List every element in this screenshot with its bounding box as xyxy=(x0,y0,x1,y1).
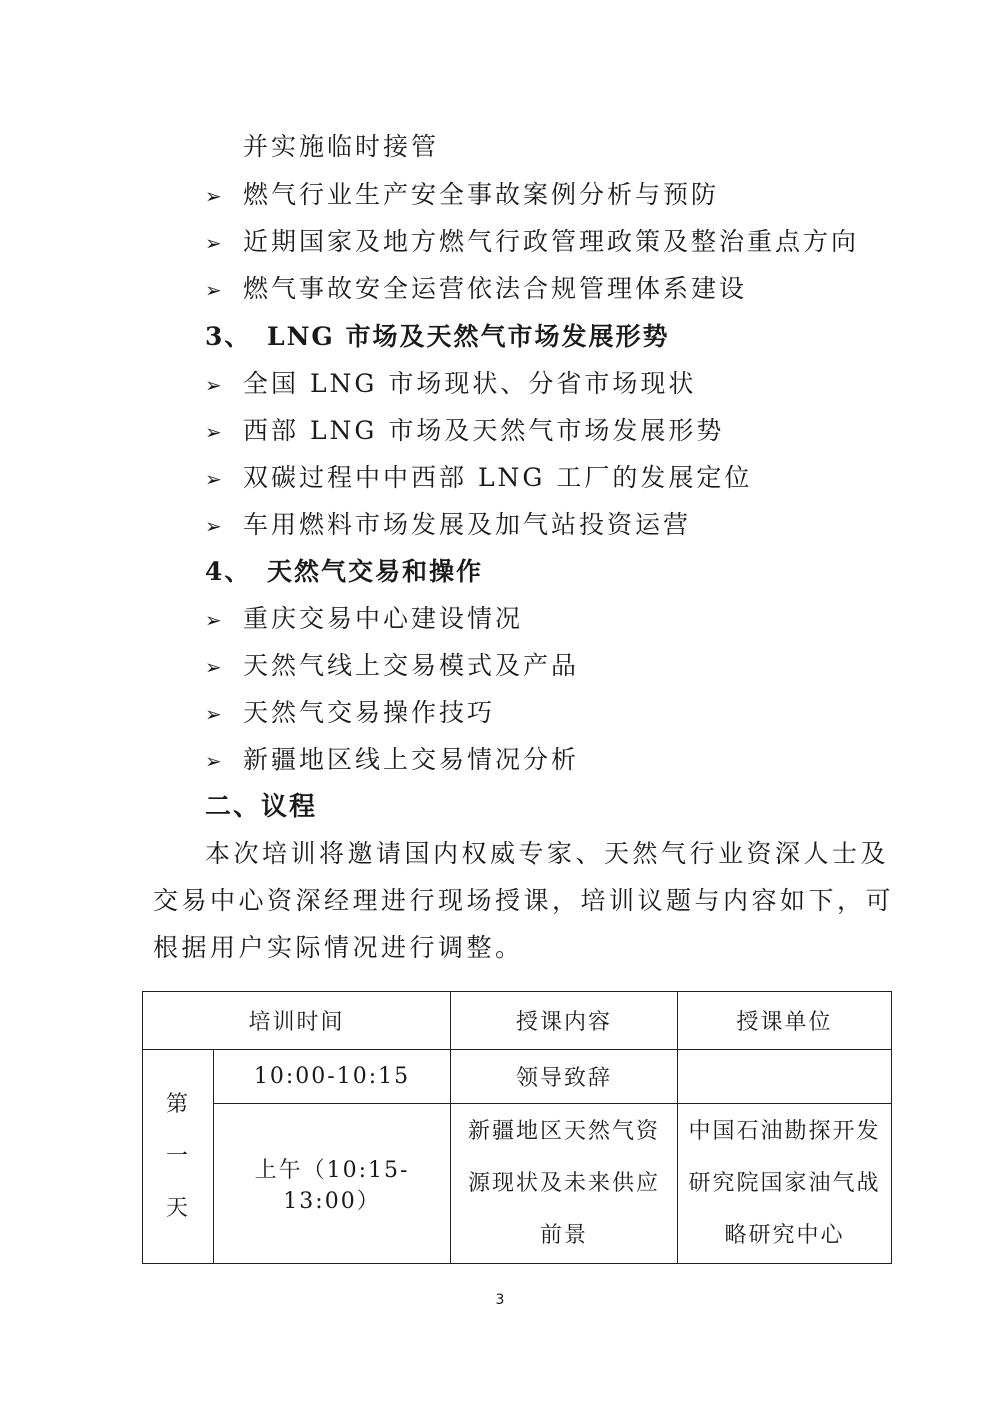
table-row xyxy=(143,1050,892,1104)
arrow-bullet-icon: ➢ xyxy=(205,608,222,632)
table-row xyxy=(143,1104,892,1264)
list-item xyxy=(205,368,696,401)
header-content: 授课内容 xyxy=(451,992,678,1050)
list-item-text: 天然气线上交易模式及产品 xyxy=(243,651,580,680)
list-item xyxy=(205,179,719,212)
content-cell xyxy=(451,1104,678,1264)
list-item-text: 燃气事故安全运营依法合规管理体系建设 xyxy=(243,274,748,303)
list-item-text: 全国 LNG 市场现状、分省市场现状 xyxy=(243,369,697,398)
arrow-bullet-icon: ➢ xyxy=(205,514,222,538)
list-item xyxy=(205,462,752,495)
list-item xyxy=(205,603,523,636)
table-header-row xyxy=(143,992,892,1050)
content-line: 新疆地区天然气资 xyxy=(467,1118,660,1144)
list-item xyxy=(205,415,724,448)
day-label-char: 天 xyxy=(165,1195,190,1221)
unit-cell xyxy=(678,1050,892,1104)
arrow-bullet-icon: ➢ xyxy=(205,655,222,679)
intro-paragraph-line: 本次培训将邀请国内权威专家、天然气行业资深人士及 xyxy=(205,839,890,868)
list-item xyxy=(205,509,691,542)
time-cell: 10:00-10:15 xyxy=(214,1050,451,1104)
arrow-bullet-icon: ➢ xyxy=(205,702,222,726)
list-item-text: 新疆地区线上交易情况分析 xyxy=(243,745,580,774)
list-item-text: 燃气行业生产安全事故案例分析与预防 xyxy=(243,180,720,209)
intro-paragraph-line: 交易中心资深经理进行现场授课，培训议题与内容如下，可 xyxy=(153,886,895,915)
list-item xyxy=(205,650,579,683)
section-3-heading xyxy=(205,321,670,353)
list-item-text: 近期国家及地方燃气行政管理政策及整治重点方向 xyxy=(243,227,860,256)
header-unit: 授课单位 xyxy=(678,992,892,1050)
day-label-char: 一 xyxy=(165,1143,190,1169)
list-item-text: 双碳过程中中西部 LNG 工厂的发展定位 xyxy=(243,463,753,492)
continuation-text: 并实施临时接管 xyxy=(243,132,440,161)
list-item xyxy=(205,744,579,777)
content-line: 源现状及未来供应 xyxy=(467,1170,660,1196)
section-title: LNG 市场及天然气市场发展形势 xyxy=(267,322,670,351)
arrow-bullet-icon: ➢ xyxy=(205,420,222,444)
header-time: 培训时间 xyxy=(143,992,451,1050)
arrow-bullet-icon: ➢ xyxy=(205,373,222,397)
unit-cell xyxy=(678,1104,892,1264)
day-label-char: 第 xyxy=(165,1091,190,1117)
arrow-bullet-icon: ➢ xyxy=(205,749,222,773)
section-number: 3、 xyxy=(205,322,252,351)
list-item-text: 天然气交易操作技巧 xyxy=(243,698,496,727)
section-number: 4、 xyxy=(205,557,252,586)
page-number: 3 xyxy=(495,1292,505,1308)
agenda-heading: 二、议程 xyxy=(205,792,318,822)
unit-line: 中国石油勘探开发 xyxy=(688,1118,881,1144)
time-cell: 上午（10:15-13:00） xyxy=(214,1104,451,1264)
arrow-bullet-icon: ➢ xyxy=(205,184,222,208)
list-item-text: 车用燃料市场发展及加气站投资运营 xyxy=(243,510,692,539)
day-label-cell xyxy=(143,1050,214,1264)
list-item-text: 重庆交易中心建设情况 xyxy=(243,604,524,633)
section-4-heading xyxy=(205,556,483,588)
unit-line: 研究院国家油气战 xyxy=(688,1170,881,1196)
content-cell: 领导致辞 xyxy=(451,1050,678,1104)
arrow-bullet-icon: ➢ xyxy=(205,231,222,255)
arrow-bullet-icon: ➢ xyxy=(205,467,222,491)
list-item xyxy=(205,697,495,730)
list-item xyxy=(205,226,859,259)
unit-line: 略研究中心 xyxy=(724,1222,845,1248)
list-item xyxy=(205,273,747,306)
intro-paragraph-line: 根据用户实际情况进行调整。 xyxy=(153,933,524,962)
arrow-bullet-icon: ➢ xyxy=(205,278,222,302)
content-line: 前景 xyxy=(539,1222,588,1248)
schedule-table xyxy=(142,991,892,1264)
section-title: 天然气交易和操作 xyxy=(267,557,484,586)
list-item-text: 西部 LNG 市场及天然气市场发展形势 xyxy=(243,416,725,445)
